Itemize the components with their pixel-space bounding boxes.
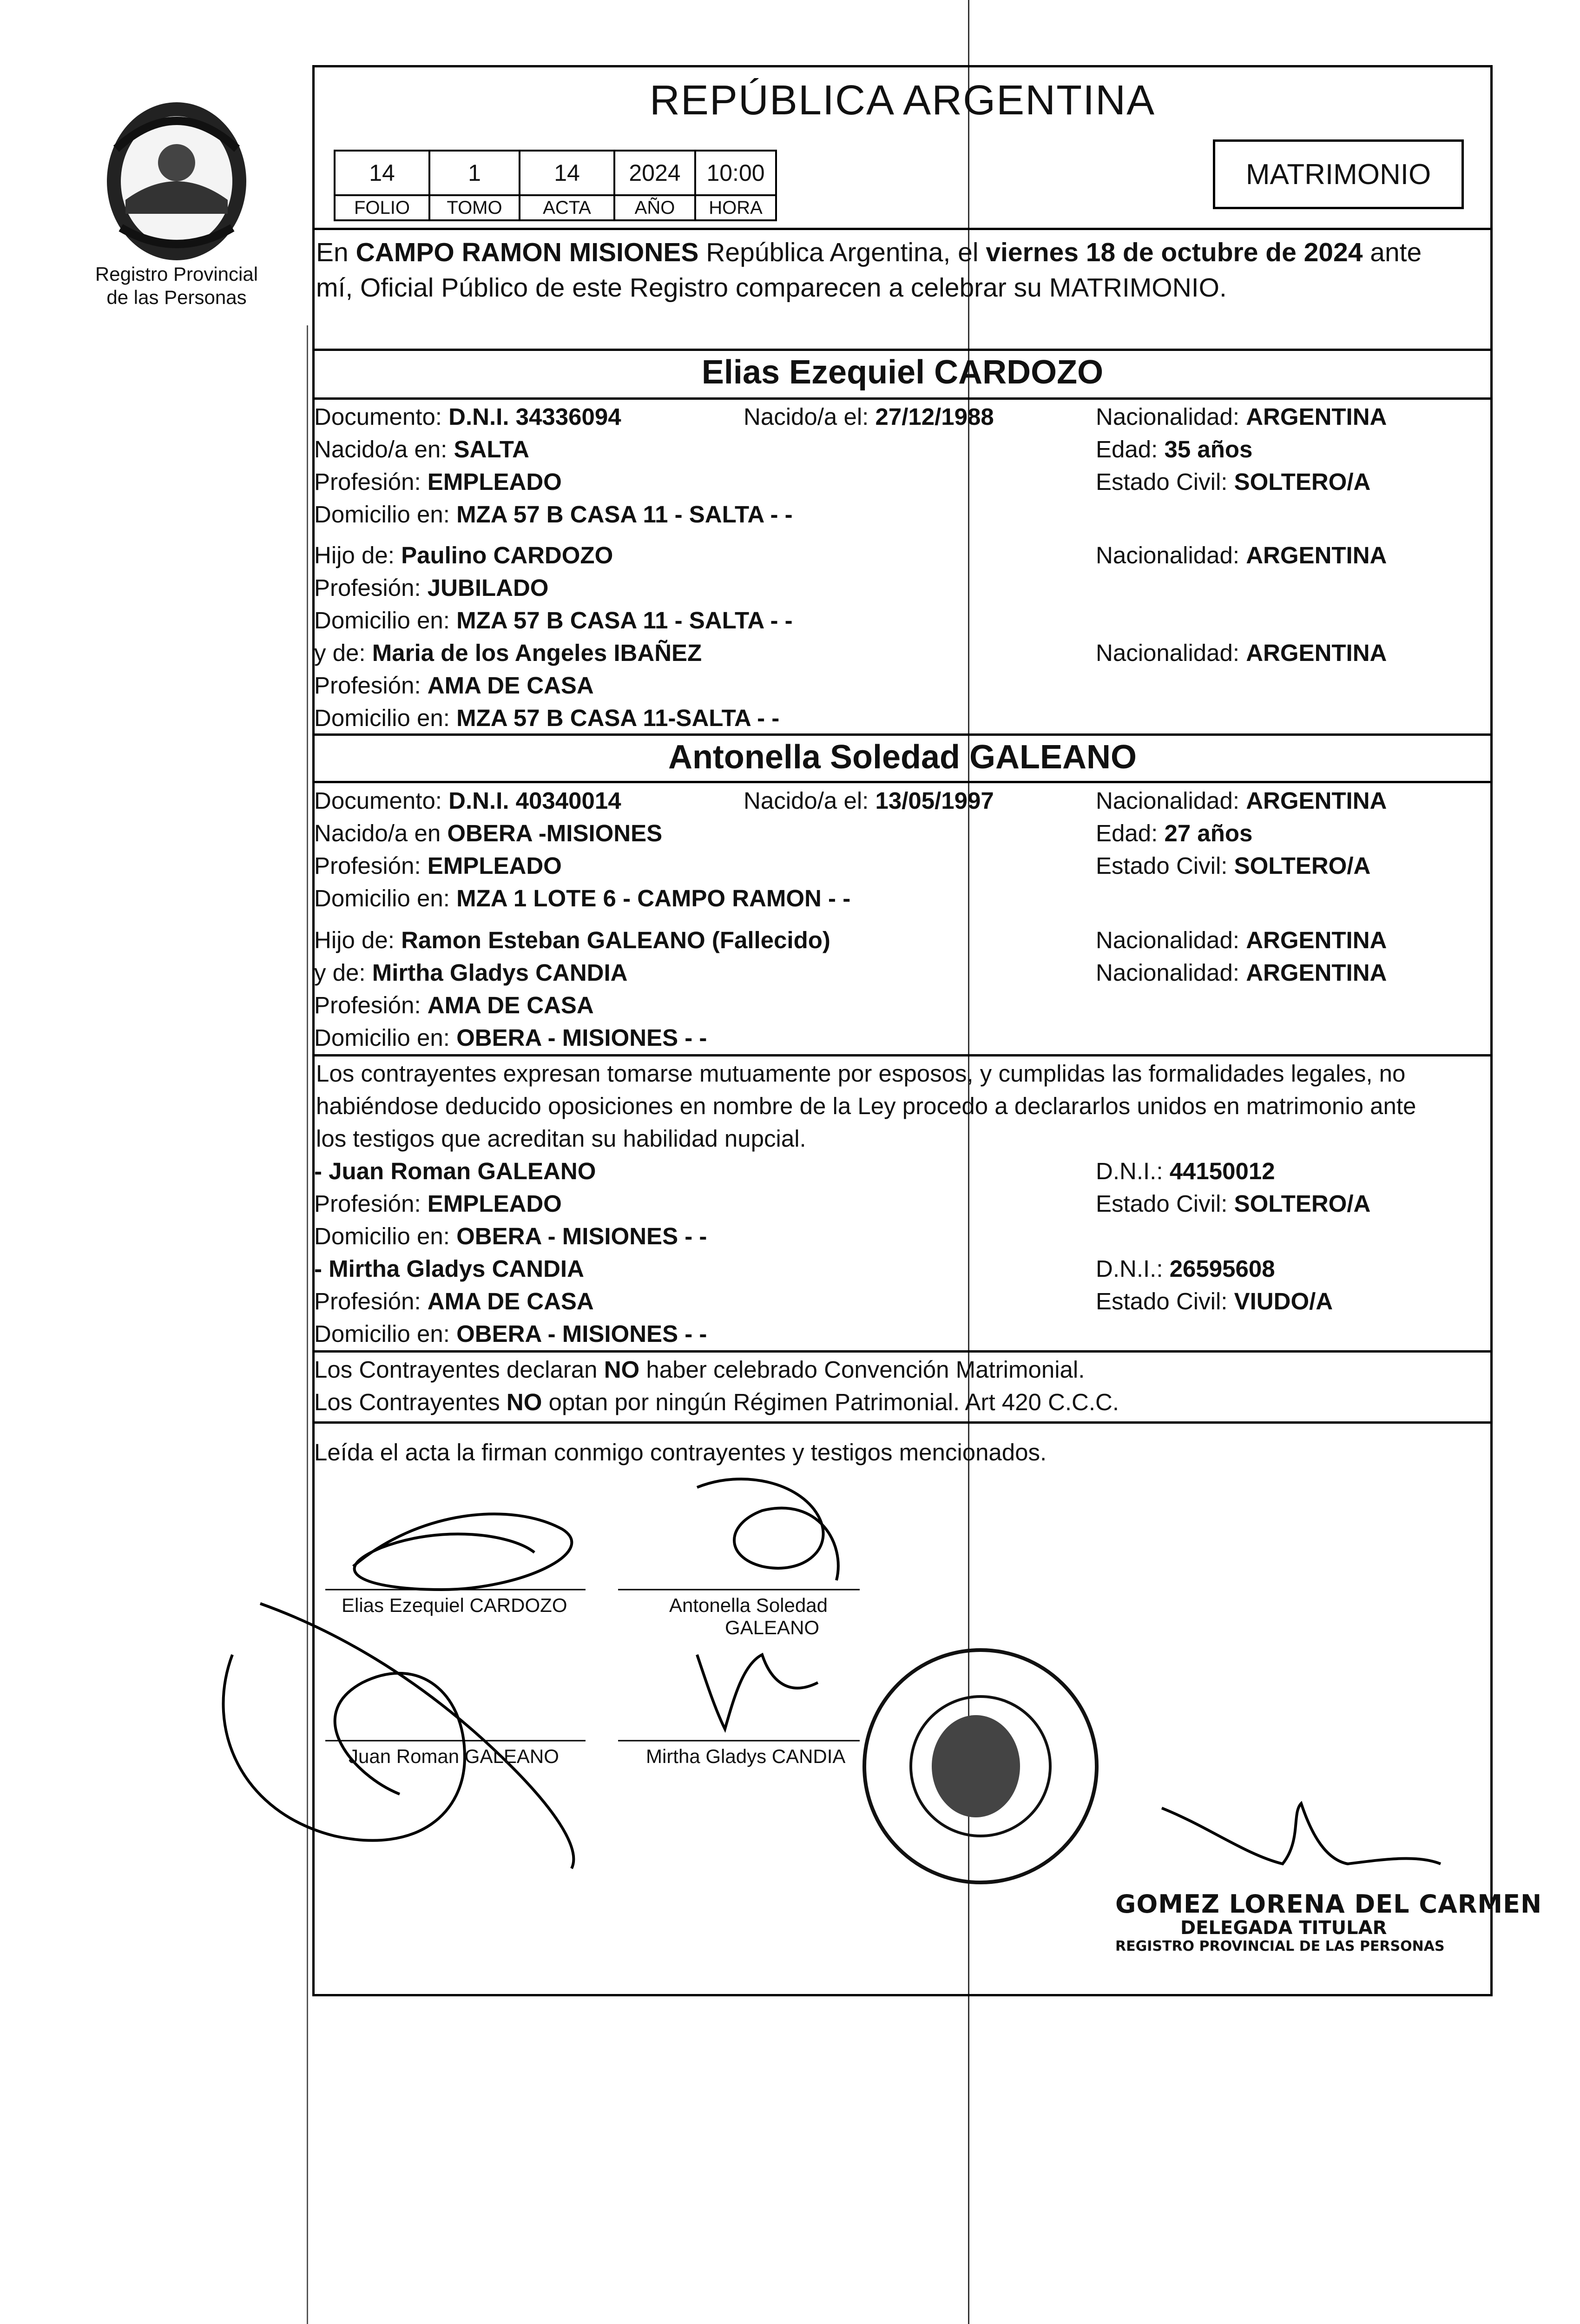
value: OBERA - MISIONES - - — [456, 1024, 707, 1051]
value: OBERA - MISIONES - - — [456, 1223, 707, 1249]
official-title: DELEGADA TITULAR — [1180, 1917, 1387, 1939]
label: Profesión: — [314, 672, 428, 699]
folio-label: FOLIO — [335, 195, 429, 220]
label: D.N.I.: — [1096, 1158, 1170, 1184]
value: JUBILADO — [427, 574, 549, 601]
value: ARGENTINA — [1246, 787, 1387, 814]
label: Domicilio en: — [314, 1320, 457, 1347]
text-bold: NO — [604, 1356, 640, 1383]
signature-label-spouse2-b: GALEANO — [725, 1617, 820, 1638]
text: Los Contrayentes declaran — [314, 1356, 604, 1383]
value: AMA DE CASA — [427, 992, 594, 1018]
label: Profesión: — [314, 1288, 428, 1314]
value: SOLTERO/A — [1234, 852, 1371, 879]
value: ARGENTINA — [1246, 640, 1387, 666]
signature-scribble — [353, 1514, 572, 1590]
value: AMA DE CASA — [427, 672, 594, 699]
label: Edad: — [1096, 820, 1165, 846]
value: OBERA -MISIONES — [447, 820, 663, 846]
acta-label: ACTA — [520, 195, 614, 220]
signature-label-witness2: Mirtha Gladys CANDIA — [646, 1745, 846, 1767]
value: 13/05/1997 — [875, 787, 994, 814]
signature-scribble — [697, 1655, 818, 1729]
label: Estado Civil: — [1096, 1190, 1234, 1217]
label: Documento: — [314, 403, 449, 430]
label: Domicilio en: — [314, 607, 457, 634]
label: Profesión: — [314, 992, 428, 1018]
label: Nacionalidad: — [1096, 959, 1246, 986]
label: Profesión: — [314, 574, 428, 601]
value: Ramon Esteban GALEANO (Fallecido) — [401, 927, 830, 953]
value: - Mirtha Gladys CANDIA — [314, 1255, 584, 1282]
label: Documento: — [314, 787, 449, 814]
value: OBERA - MISIONES - - — [456, 1320, 707, 1347]
label: Nacido/a el: — [744, 403, 876, 430]
signature-scribble — [697, 1479, 838, 1580]
signature-label-spouse2-a: Antonella Soledad — [669, 1594, 828, 1616]
label: Profesión: — [314, 1190, 428, 1217]
value: Maria de los Angeles IBAÑEZ — [372, 640, 702, 666]
official-signature — [1162, 1803, 1441, 1864]
value: Paulino CARDOZO — [401, 542, 613, 568]
value: EMPLEADO — [427, 1190, 562, 1217]
signature-scribble — [260, 1604, 573, 1868]
value: VIUDO/A — [1234, 1288, 1333, 1314]
value: D.N.I. 40340014 — [448, 787, 621, 814]
tomo-label: TOMO — [429, 195, 520, 220]
value: MZA 57 B CASA 11 - SALTA - - — [456, 607, 793, 634]
value: AMA DE CASA — [427, 1288, 594, 1314]
record-type: MATRIMONIO — [1245, 158, 1431, 191]
value: ARGENTINA — [1246, 542, 1387, 568]
closing-text: Leída el acta la firman conmigo contrayentes y testigos mencionados. — [314, 1439, 1047, 1466]
spouse2-name: Antonella Soledad GALEANO — [668, 739, 1137, 776]
official-name: GOMEZ LORENA DEL CARMEN — [1115, 1889, 1542, 1919]
label: Profesión: — [314, 852, 428, 879]
label: y de: — [314, 640, 372, 666]
signature-label-spouse1: Elias Ezequiel CARDOZO — [342, 1594, 567, 1616]
value: SOLTERO/A — [1234, 1190, 1371, 1217]
label: Nacido/a en: — [314, 436, 454, 462]
value: 35 años — [1164, 436, 1253, 462]
label: Nacionalidad: — [1096, 927, 1246, 953]
value: 27 años — [1164, 820, 1253, 846]
label: Profesión: — [314, 469, 428, 495]
label: Domicilio en: — [314, 501, 457, 528]
value: 26595608 — [1169, 1255, 1275, 1282]
registry-name-line1: Registro Provincial — [95, 263, 258, 285]
label: Edad: — [1096, 436, 1165, 462]
text: haber celebrado Convención Matrimonial. — [639, 1356, 1085, 1383]
anio-value: 2024 — [614, 151, 695, 195]
label: Hijo de: — [314, 542, 402, 568]
label: Hijo de: — [314, 927, 402, 953]
value: ARGENTINA — [1246, 403, 1387, 430]
label: D.N.I.: — [1096, 1255, 1170, 1282]
registry-stamp — [864, 1650, 1097, 1882]
anio-label: AÑO — [614, 195, 695, 220]
intro-line2: mí, Oficial Público de este Registro comparecen a celebrar su MATRIMONIO. — [316, 273, 1227, 303]
folio-value: 14 — [335, 151, 429, 195]
signature-label-witness1: Juan Roman GALEANO — [349, 1745, 559, 1767]
hora-label: HORA — [695, 195, 776, 220]
label: Domicilio en: — [314, 1024, 457, 1051]
tomo-value: 1 — [429, 151, 520, 195]
value: EMPLEADO — [427, 469, 562, 495]
intro-text: ante — [1363, 238, 1422, 267]
document-title: REPÚBLICA ARGENTINA — [649, 77, 1156, 124]
text: optan por ningún Régimen Patrimonial. Art 420 C.C.C. — [542, 1389, 1119, 1415]
value: ARGENTINA — [1246, 927, 1387, 953]
value: - Juan Roman GALEANO — [314, 1158, 596, 1184]
label: Estado Civil: — [1096, 852, 1234, 879]
value: MZA 1 LOTE 6 - CAMPO RAMON - - — [456, 885, 851, 911]
declaration-line1: Los contrayentes expresan tomarse mutuamente por esposos, y cumplidas las formalidades legales, no — [316, 1060, 1406, 1087]
label: Nacido/a el: — [744, 787, 876, 814]
acta-value: 14 — [520, 151, 614, 195]
hora-value: 10:00 — [695, 151, 776, 195]
label: Nacionalidad: — [1096, 403, 1246, 430]
value: SALTA — [454, 436, 529, 462]
value: ARGENTINA — [1246, 959, 1387, 986]
label: y de: — [314, 959, 372, 986]
label: Domicilio en: — [314, 1223, 457, 1249]
value: D.N.I. 34336094 — [448, 403, 621, 430]
intro-text: En — [316, 238, 356, 267]
intro-place: CAMPO RAMON MISIONES — [356, 238, 699, 267]
value: EMPLEADO — [427, 852, 562, 879]
label: Estado Civil: — [1096, 1288, 1234, 1314]
value: MZA 57 B CASA 11 - SALTA - - — [456, 501, 793, 528]
label: Domicilio en: — [314, 885, 457, 911]
label: Nacido/a en — [314, 820, 448, 846]
text: Los Contrayentes — [314, 1389, 507, 1415]
label: Nacionalidad: — [1096, 542, 1246, 568]
value: 27/12/1988 — [875, 403, 994, 430]
intro-date: viernes 18 de octubre de 2024 — [986, 238, 1363, 267]
declaration-line2: habiéndose deducido oposiciones en nombre de la Ley procedo a declararlos unidos en matrimonio ante — [316, 1093, 1416, 1119]
label: Nacionalidad: — [1096, 787, 1246, 814]
value: MZA 57 B CASA 11-SALTA - - — [456, 705, 780, 731]
label: Domicilio en: — [314, 705, 457, 731]
label: Estado Civil: — [1096, 469, 1234, 495]
spouse1-name: Elias Ezequiel CARDOZO — [701, 354, 1104, 391]
registry-name-line2: de las Personas — [106, 286, 247, 308]
declaration-line3: los testigos que acreditan su habilidad nupcial. — [316, 1125, 806, 1152]
label: Nacionalidad: — [1096, 640, 1246, 666]
intro-text: República Argentina, el — [698, 238, 986, 267]
value: SOLTERO/A — [1234, 469, 1371, 495]
text-bold: NO — [506, 1389, 542, 1415]
official-office: REGISTRO PROVINCIAL DE LAS PERSONAS — [1115, 1938, 1445, 1954]
value: 44150012 — [1169, 1158, 1275, 1184]
value: Mirtha Gladys CANDIA — [372, 959, 628, 986]
